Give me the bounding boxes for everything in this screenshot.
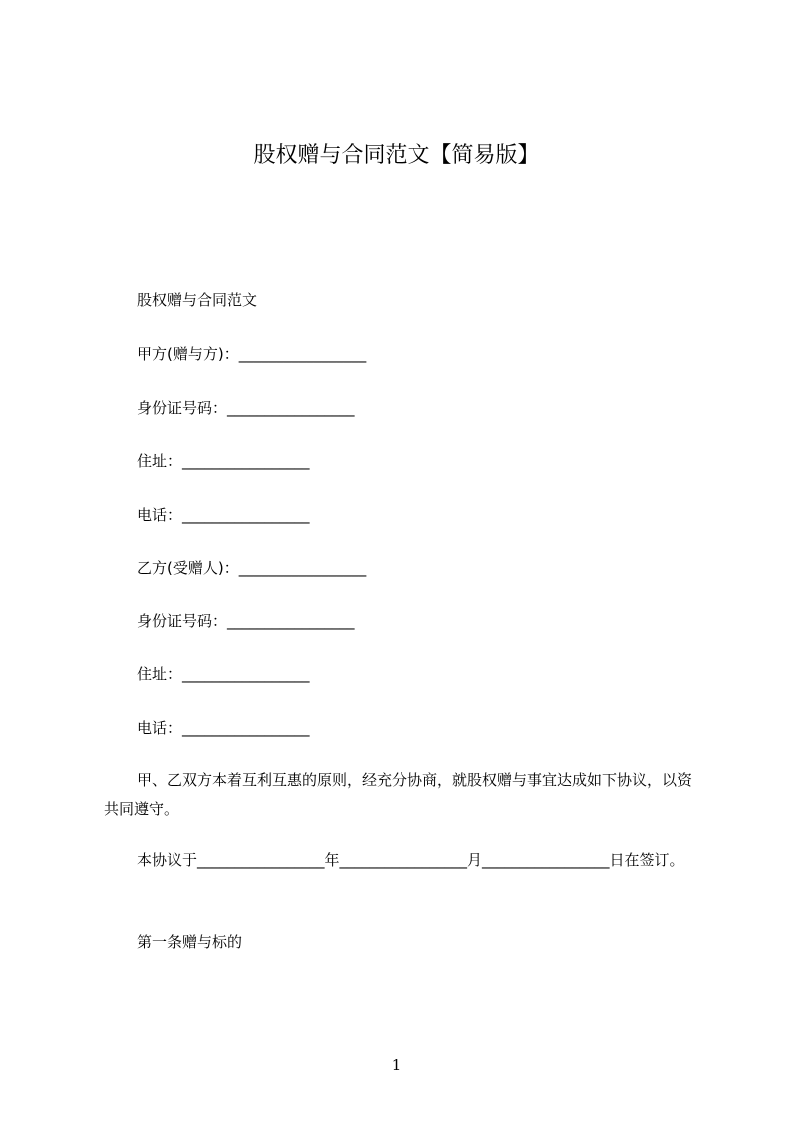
- page-number: 1: [391, 1056, 402, 1074]
- party-a-phone-field: 电话：_________________: [137, 506, 310, 524]
- party-b-name-field: 乙方(受赠人)：_________________: [137, 559, 367, 577]
- party-a-name-field: 甲方(赠与方)：_________________: [137, 345, 367, 363]
- intro-paragraph: [104, 766, 704, 824]
- document-subtitle: 股权赠与合同范文: [137, 291, 258, 309]
- party-a-id-field: 身份证号码：_________________: [137, 399, 355, 417]
- party-a-address-field: 住址：_________________: [137, 452, 310, 470]
- article-one-heading: 第一条赠与标的: [137, 933, 243, 951]
- intro-paragraph-text: 甲、乙双方本着互利互惠的原则，经充分协商，就股权赠与事宜达成如下协议，以资共同遵守。: [104, 771, 693, 818]
- party-b-phone-field: 电话：_________________: [137, 719, 310, 737]
- signing-paragraph-text: 本协议于_________________年_________________月_________________日在签订。: [137, 851, 685, 869]
- signing-paragraph: [104, 846, 704, 875]
- party-b-id-field: 身份证号码：_________________: [137, 612, 355, 630]
- party-b-address-field: 住址：_________________: [137, 665, 310, 683]
- document-title: 股权赠与合同范文【简易版】: [253, 143, 540, 168]
